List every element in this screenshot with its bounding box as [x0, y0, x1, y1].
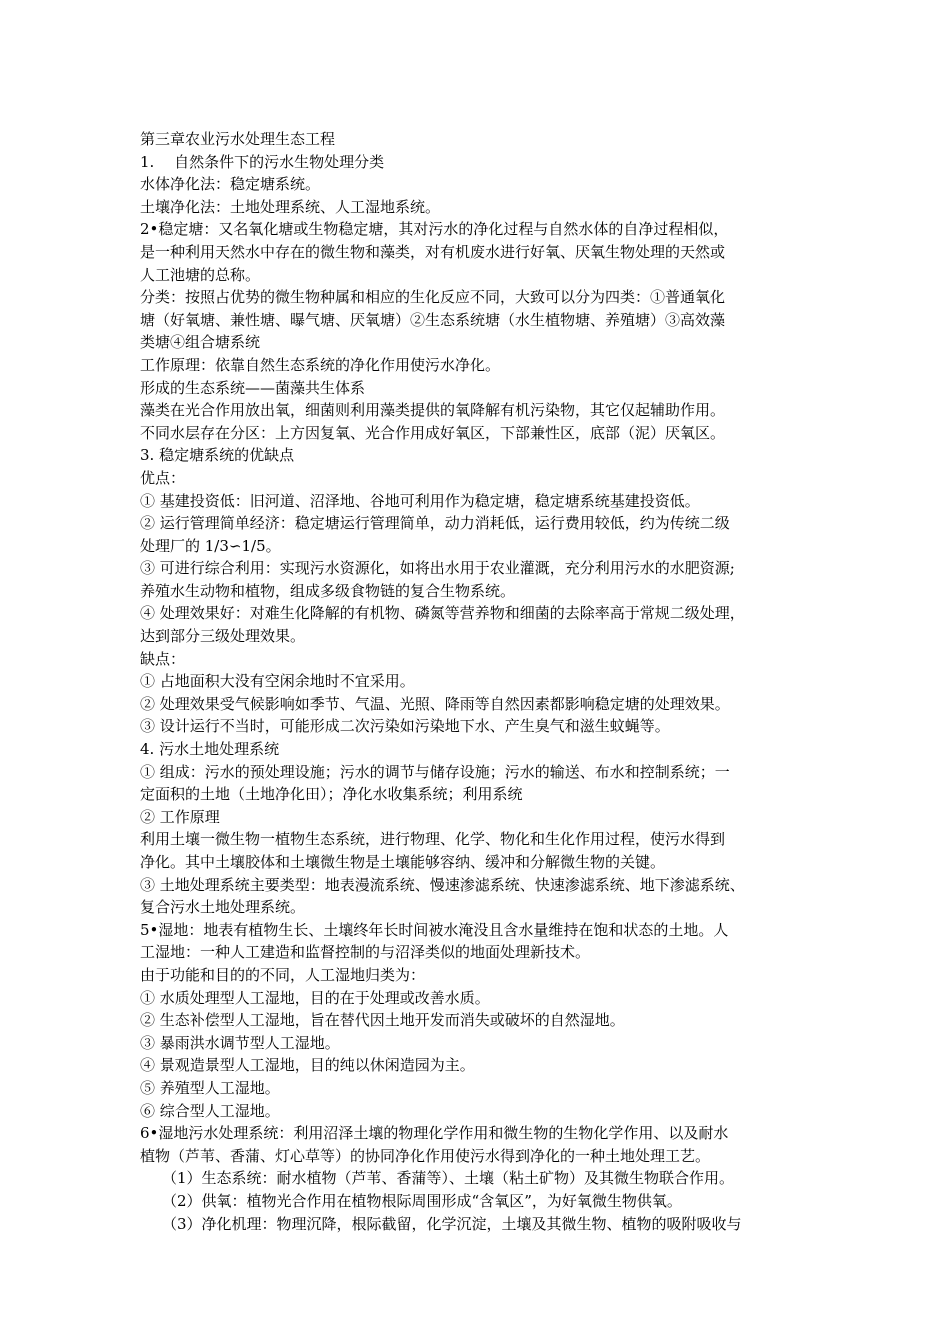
list-item: ② 生态补偿型人工湿地，旨在替代因土地开发而消失或破坏的自然湿地。 [140, 1011, 625, 1030]
list-item: ④ 处理效果好：对难生化降解的有机物、磷氮等营养物和细菌的去除率高于常规二级处理， [140, 604, 745, 623]
text-line: 缺点： [140, 649, 186, 668]
chapter-title: 第三章农业污水处理生态工程 [140, 130, 336, 148]
list-item: （1）生态系统：耐水植物（芦苇、香蒲等）、土壤（粘土矿物）及其微生物联合作用。 [162, 1169, 735, 1188]
text-line: 2•稳定塘：又名氧化塘或生物稳定塘，其对污水的净化过程与自然水体的自净过程相似， [140, 220, 729, 239]
text-line: 藻类在光合作用放出氧，细菌则利用藻类提供的氧降解有机污染物，其它仅起辅助作用。 [140, 401, 726, 420]
text-line: 由于功能和目的的不同，人工湿地归类为： [140, 965, 426, 984]
text-line: 水体净化法：稳定塘系统。 [140, 175, 321, 194]
list-item: ③ 土地处理系统主要类型：地表漫流系统、慢速渗滤系统、快速渗滤系统、地下渗滤系统、 [140, 875, 745, 894]
list-item: ① 占地面积大没有空闲余地时不宜采用。 [140, 672, 415, 691]
text-line: 养殖水生动物和植物，组成多级食物链的复合生物系统。 [140, 581, 516, 600]
text-line: 复合污水土地处理系统。 [140, 898, 306, 917]
text-line: 工湿地：一种人工建造和监督控制的与沼泽类似的地面处理新技术。 [140, 943, 591, 962]
document-body [140, 128, 830, 1235]
section-heading: 4. 污水土地处理系统 [140, 740, 280, 759]
list-item: ⑤ 养殖型人工湿地。 [140, 1078, 280, 1097]
text-line: 优点： [140, 468, 186, 487]
list-item: ② 工作原理 [140, 807, 220, 826]
list-item: ⑥ 综合型人工湿地。 [140, 1101, 280, 1120]
list-item: ② 处理效果受气候影响如季节、气温、光照、降雨等自然因素都影响稳定塘的处理效果。 [140, 694, 730, 713]
list-item: ① 基建投资低：旧河道、沼泽地、谷地可利用作为稳定塘，稳定塘系统基建投资低。 [140, 491, 700, 510]
list-item: ① 水质处理型人工湿地，目的在于处理或改善水质。 [140, 988, 490, 1007]
list-item: ③ 暴雨洪水调节型人工湿地。 [140, 1033, 340, 1052]
text-line: 工作原理：依靠自然生态系统的净化作用使污水净化。 [140, 355, 501, 374]
list-item: ③ 设计运行不当时，可能形成二次污染如污染地下水、产生臭气和滋生蚊蝇等。 [140, 717, 670, 736]
text-line: 6•湿地污水处理系统：利用沼泽土壤的物理化学作用和微生物的生物化学作用、以及耐水 [140, 1124, 729, 1143]
text-line: 不同水层存在分区：上方因复氧、光合作用成好氧区，下部兼性区，底部（泥）厌氧区。 [140, 423, 726, 442]
text-line: 形成的生态系统——菌藻共生体系 [140, 378, 366, 397]
text-line: 5•湿地：地表有植物生长、土壤终年长时间被水淹没且含水量维持在饱和状态的土地。人 [140, 920, 729, 939]
text-line: 达到部分三级处理效果。 [140, 627, 306, 646]
text-line: 利用土壤一微生物一植物生态系统，进行物理、化学、物化和生化作用过程，使污水得到 [140, 830, 726, 849]
text-line: 人工池塘的总称。 [140, 265, 261, 284]
text-line: 土壤净化法：土地处理系统、人工湿地系统。 [140, 197, 441, 216]
list-item: （3）净化机理：物理沉降，根际截留，化学沉淀，土壤及其微生物、植物的吸附吸收与 [162, 1214, 742, 1233]
text-line: 定面积的土地（土地净化田）；净化水收集系统；利用系统 [140, 785, 523, 804]
text-line: 处理厂的 1/3∽1/5。 [140, 536, 281, 555]
list-item: ④ 景观造景型人工湿地，目的纯以休闲造园为主。 [140, 1056, 475, 1075]
section-heading: 1. 自然条件下的污水生物处理分类 [140, 152, 385, 171]
list-item: ② 运行管理简单经济：稳定塘运行管理简单，动力消耗低，运行费用较低，约为传统二级 [140, 514, 730, 533]
list-item: （2）供氧：植物光合作用在植物根际周围形成“含氧区”，为好氧微生物供氧。 [162, 1191, 682, 1210]
section-heading: 3. 稳定塘系统的优缺点 [140, 446, 295, 465]
text-line: 塘（好氧塘、兼性塘、曝气塘、厌氧塘）②生态系统塘（水生植物塘、养殖塘）③高效藻 [140, 310, 726, 329]
list-item: ① 组成：污水的预处理设施；污水的调节与储存设施；污水的输送、布水和控制系统；一 [140, 762, 730, 781]
text-line: 类塘④组合塘系统 [140, 333, 261, 352]
text-line: 植物（芦苇、香蒲、灯心草等）的协同净化作用使污水得到净化的一种土地处理工艺。 [140, 1146, 711, 1165]
text-line: 是一种利用天然水中存在的微生物和藻类，对有机废水进行好氧、厌氧生物处理的天然或 [140, 242, 726, 261]
list-item: ③ 可进行综合利用：实现污水资源化，如将出水用于农业灌溉，充分利用污水的水肥资源; [140, 559, 735, 578]
text-line: 净化。其中土壤胶体和土壤微生物是土壤能够容纳、缓冲和分解微生物的关键。 [140, 853, 666, 871]
text-line: 分类：按照占优势的微生物种属和相应的生化反应不同，大致可以分为四类：①普通氧化 [140, 288, 726, 307]
